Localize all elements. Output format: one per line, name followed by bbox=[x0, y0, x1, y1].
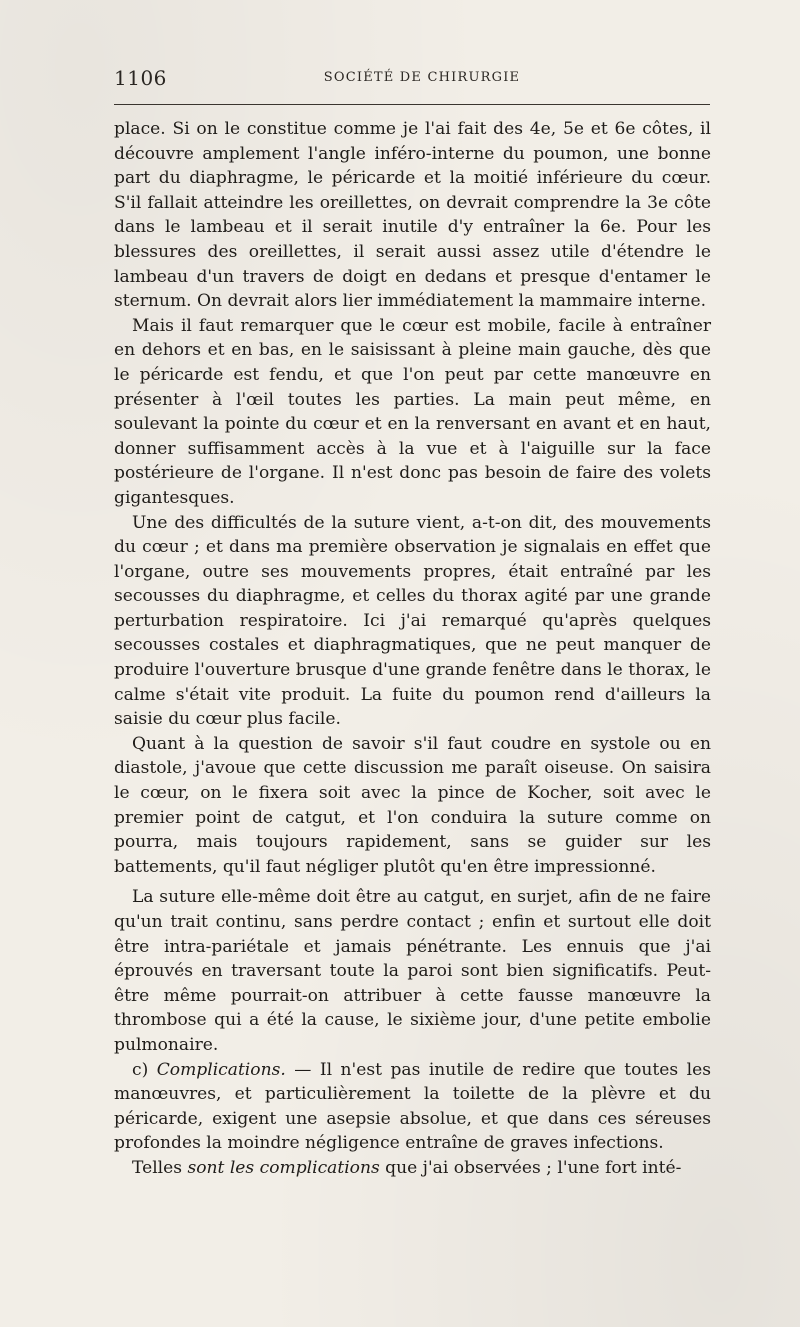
italic-phrase: sont les complications bbox=[187, 1157, 380, 1178]
page-number: 1106 bbox=[114, 66, 167, 90]
paragraph: Quant à la question de savoir s'il faut coudre en systole ou en diastole, j'avoue que cette discussion me paraît oiseuse. On saisira le cœur, on le fixera soit avec la pince de Kocher, soit avec le premier point de catgut, et l'on conduira la suture comme on pourra, mais toujours rapidement, sans se guider sur les battements, qu'il faut négliger plutôt qu'en être impressionné. bbox=[114, 733, 711, 877]
paragraph-prefix: c) bbox=[132, 1059, 157, 1080]
paragraph: La suture elle-même doit être au catgut, en surjet, afin de ne faire qu'un trait continu, sans perdre contact ; enfin et surtout elle doit être intra-pariétale et jamais pénétrante. Les ennuis que j'ai éprouvés en traversant toute la paroi sont bien significatifs. Peut-être même pourrait-on attribuer à cette fausse manœuvre la thrombose qui a été la cause, le sixième jour, d'une petite embolie pulmonaire. bbox=[114, 887, 711, 1055]
paragraph-body: — Il n'est pas inutile de redire que toutes les manœuvres, et particulièrement la toilette de la plèvre et du péricarde, exigent une asepsie absolue, et que dans ces séreuses profondes la moindre négligence entraîne de graves infections. bbox=[114, 1059, 711, 1154]
paragraph: Une des difficultés de la suture vient, a-t-on dit, des mouvements du cœur ; et dans ma première observation je signalais en effet que l'organe, outre ses mouvements propres, était entraîné par les secousses du diaphragme, et celles du thorax agité par une grande perturbation respiratoire. Ici j'ai remarqué qu'après quelques secousses costales et diaphragmatiques, que ne peut manquer de produire l'ouverture brusque d'une grande fenêtre dans le thorax, le calme s'était vite produit. La fuite du poumon rend d'ailleurs la saisie du cœur plus facile. bbox=[114, 512, 711, 730]
paragraph bbox=[114, 1058, 711, 1156]
paragraph-prefix: Telles bbox=[132, 1157, 188, 1178]
paragraph bbox=[114, 1156, 711, 1181]
header-rule bbox=[114, 104, 710, 105]
running-title: SOCIÉTÉ DE CHIRURGIE bbox=[323, 70, 521, 85]
section-heading-italic: Complications. bbox=[156, 1059, 286, 1080]
paragraph: Mais il faut remarquer que le cœur est mobile, facile à entraîner en dehors et en bas, en le saisissant à pleine main gauche, dès que le péricarde est fendu, et que l'on peut par cette manœuvre en présenter à l'œil toutes les parties. La main peut même, en soulevant la pointe du cœur et en la renversant en avant et en haut, donner suffisamment accès à la vue et à l'aiguille sur la face postérieure de l'organe. Il n'est donc pas besoin de faire des volets gigantesques. bbox=[114, 315, 711, 508]
page-header bbox=[114, 66, 710, 96]
paragraph-body: que j'ai observées ; l'une fort inté- bbox=[379, 1157, 682, 1178]
body-text bbox=[114, 117, 711, 1181]
paragraph: place. Si on le constitue comme je l'ai fait des 4e, 5e et 6e côtes, il découvre amplement l'angle inféro-interne du poumon, une bonne part du diaphragme, le péricarde et la moitié inférieure du cœur. S'il fallait atteindre les oreillettes, on devrait comprendre la 3e côte dans le lambeau et il serait inutile d'y entraîner la 6e. Pour les blessures des oreillettes, il serait aussi assez utile d'étendre le lambeau d'un travers de doigt en dedans et presque d'entamer le sternum. On devrait alors lier immédiatement la mammaire interne. bbox=[114, 119, 711, 312]
